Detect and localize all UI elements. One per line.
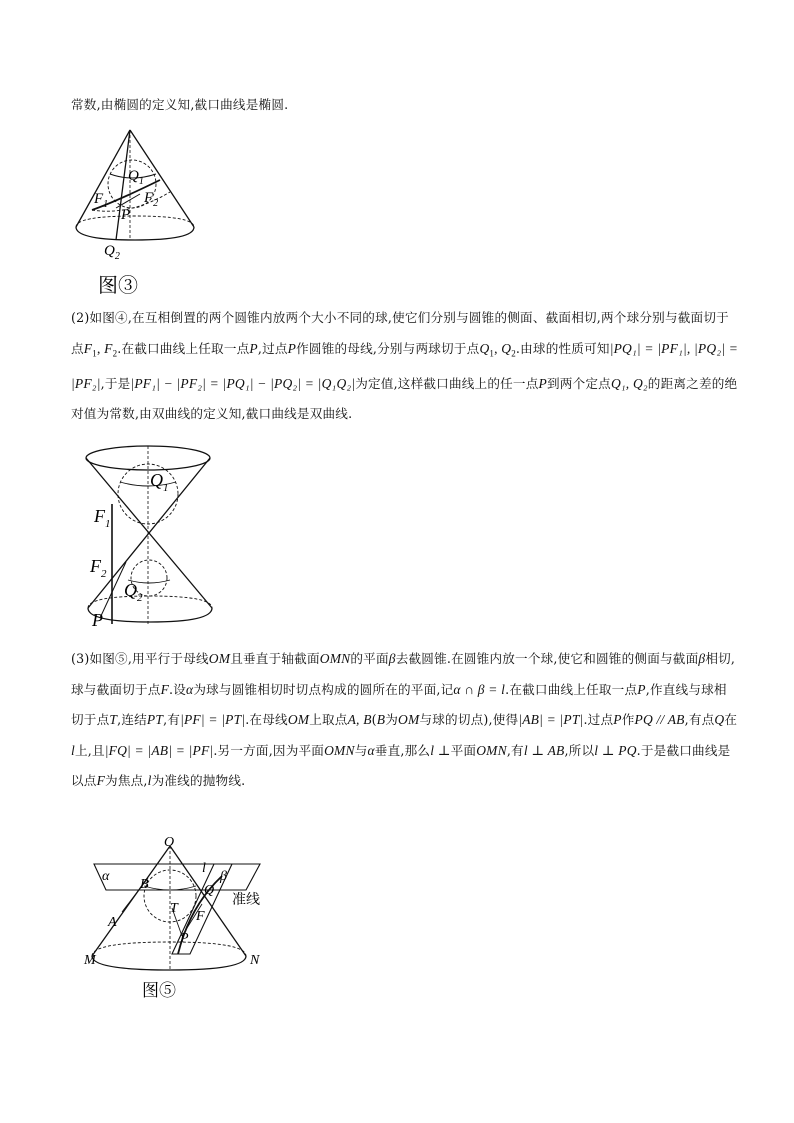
fig3-label-f1: $F_1$ — [94, 191, 109, 210]
fig3-label-f2: $F_2$ — [144, 190, 159, 209]
fig3-label-q1: $Q_1$ — [128, 168, 144, 187]
paragraph-2: (2)如图④,在互相倒置的两个圆锥内放两个大小不同的球,使它们分别与圆锥的侧面、截面相切,两个球分别与截面切于点$F_1$, $F_2$.在截口曲线上任取一点P,过点P作圆锥的母线,分别与两球切于点$Q_1$, $Q_2$.由球的性质可知|PQ₁| = |PF₁|, |PQ₂| = |PF₂|,于是|PF₁| − |PF₂| = |PQ₁| − |PQ₂| = |Q₁Q₂|为定值,这样截口曲线上的任一点P到两个定点Q₁, Q₂的距离之差的绝对值为常数,由双曲线的定义知,截口曲线是双曲线. — [71, 310, 739, 422]
fig5-label-p: P — [180, 931, 189, 946]
figure-3 — [70, 122, 210, 302]
fig5-label-n: N — [250, 953, 260, 968]
fig5-label-o: O — [164, 835, 175, 850]
fig5-label-m: M — [84, 953, 96, 968]
fig5-label-b: B — [140, 877, 149, 892]
fig3-label-q2: $Q_2$ — [104, 243, 120, 262]
fig4-label-f2: $F_2$ — [90, 556, 107, 580]
fig3-caption: 图③ — [98, 275, 138, 297]
figure-5 — [82, 836, 282, 1006]
text-line-top: 常数,由椭圆的定义知,截口曲线是椭圆. — [71, 97, 289, 112]
fig5-label-t: T — [170, 901, 178, 916]
figure-4 — [82, 442, 222, 632]
fig5-label-a: A — [108, 915, 117, 930]
fig3-label-p: P — [121, 207, 131, 223]
fig5-label-q: Q — [204, 883, 215, 898]
fig4-label-q2: $Q_2$ — [124, 580, 143, 604]
fig4-label-f1: $F_1$ — [94, 506, 111, 530]
fig5-label-beta: β — [220, 869, 227, 884]
paragraph-3: (3)如图⑤,用平行于母线OM且垂直于轴截面OMN的平面β去截圆锥.在圆锥内放一个球,使它和圆锥的侧面与截面β相切,球与截面切于点F.设α为球与圆锥相切时切点构成的圆所在的平面,记α ∩ β = l.在截口曲线上任取一点P,作直线与球相切于点T,连结PT,有|PF| = |PT|.在母线OM上取点A, B(B为OM与球的切点),使得|AB| = |PT|.过点P作PQ // AB,有点Q在l上,且|FQ| = |AB| = |PF|.另一方面,因为平面OMN与α垂直,那么l ⊥平面OMN,有l ⊥ AB,所以l ⊥ PQ.于是截口曲线是以点F为焦点,l为准线的抛物线. — [71, 651, 738, 788]
fig5-caption: 图⑤ — [142, 981, 176, 1000]
fig4-label-p: P — [92, 610, 103, 630]
fig5-label-l: l — [202, 861, 206, 876]
fig5-label-f: F — [196, 909, 205, 924]
fig5-label-zhunxian: 准线 — [232, 893, 260, 908]
fig4-label-q1: $Q_1$ — [150, 470, 169, 494]
fig5-label-alpha: α — [102, 869, 110, 884]
